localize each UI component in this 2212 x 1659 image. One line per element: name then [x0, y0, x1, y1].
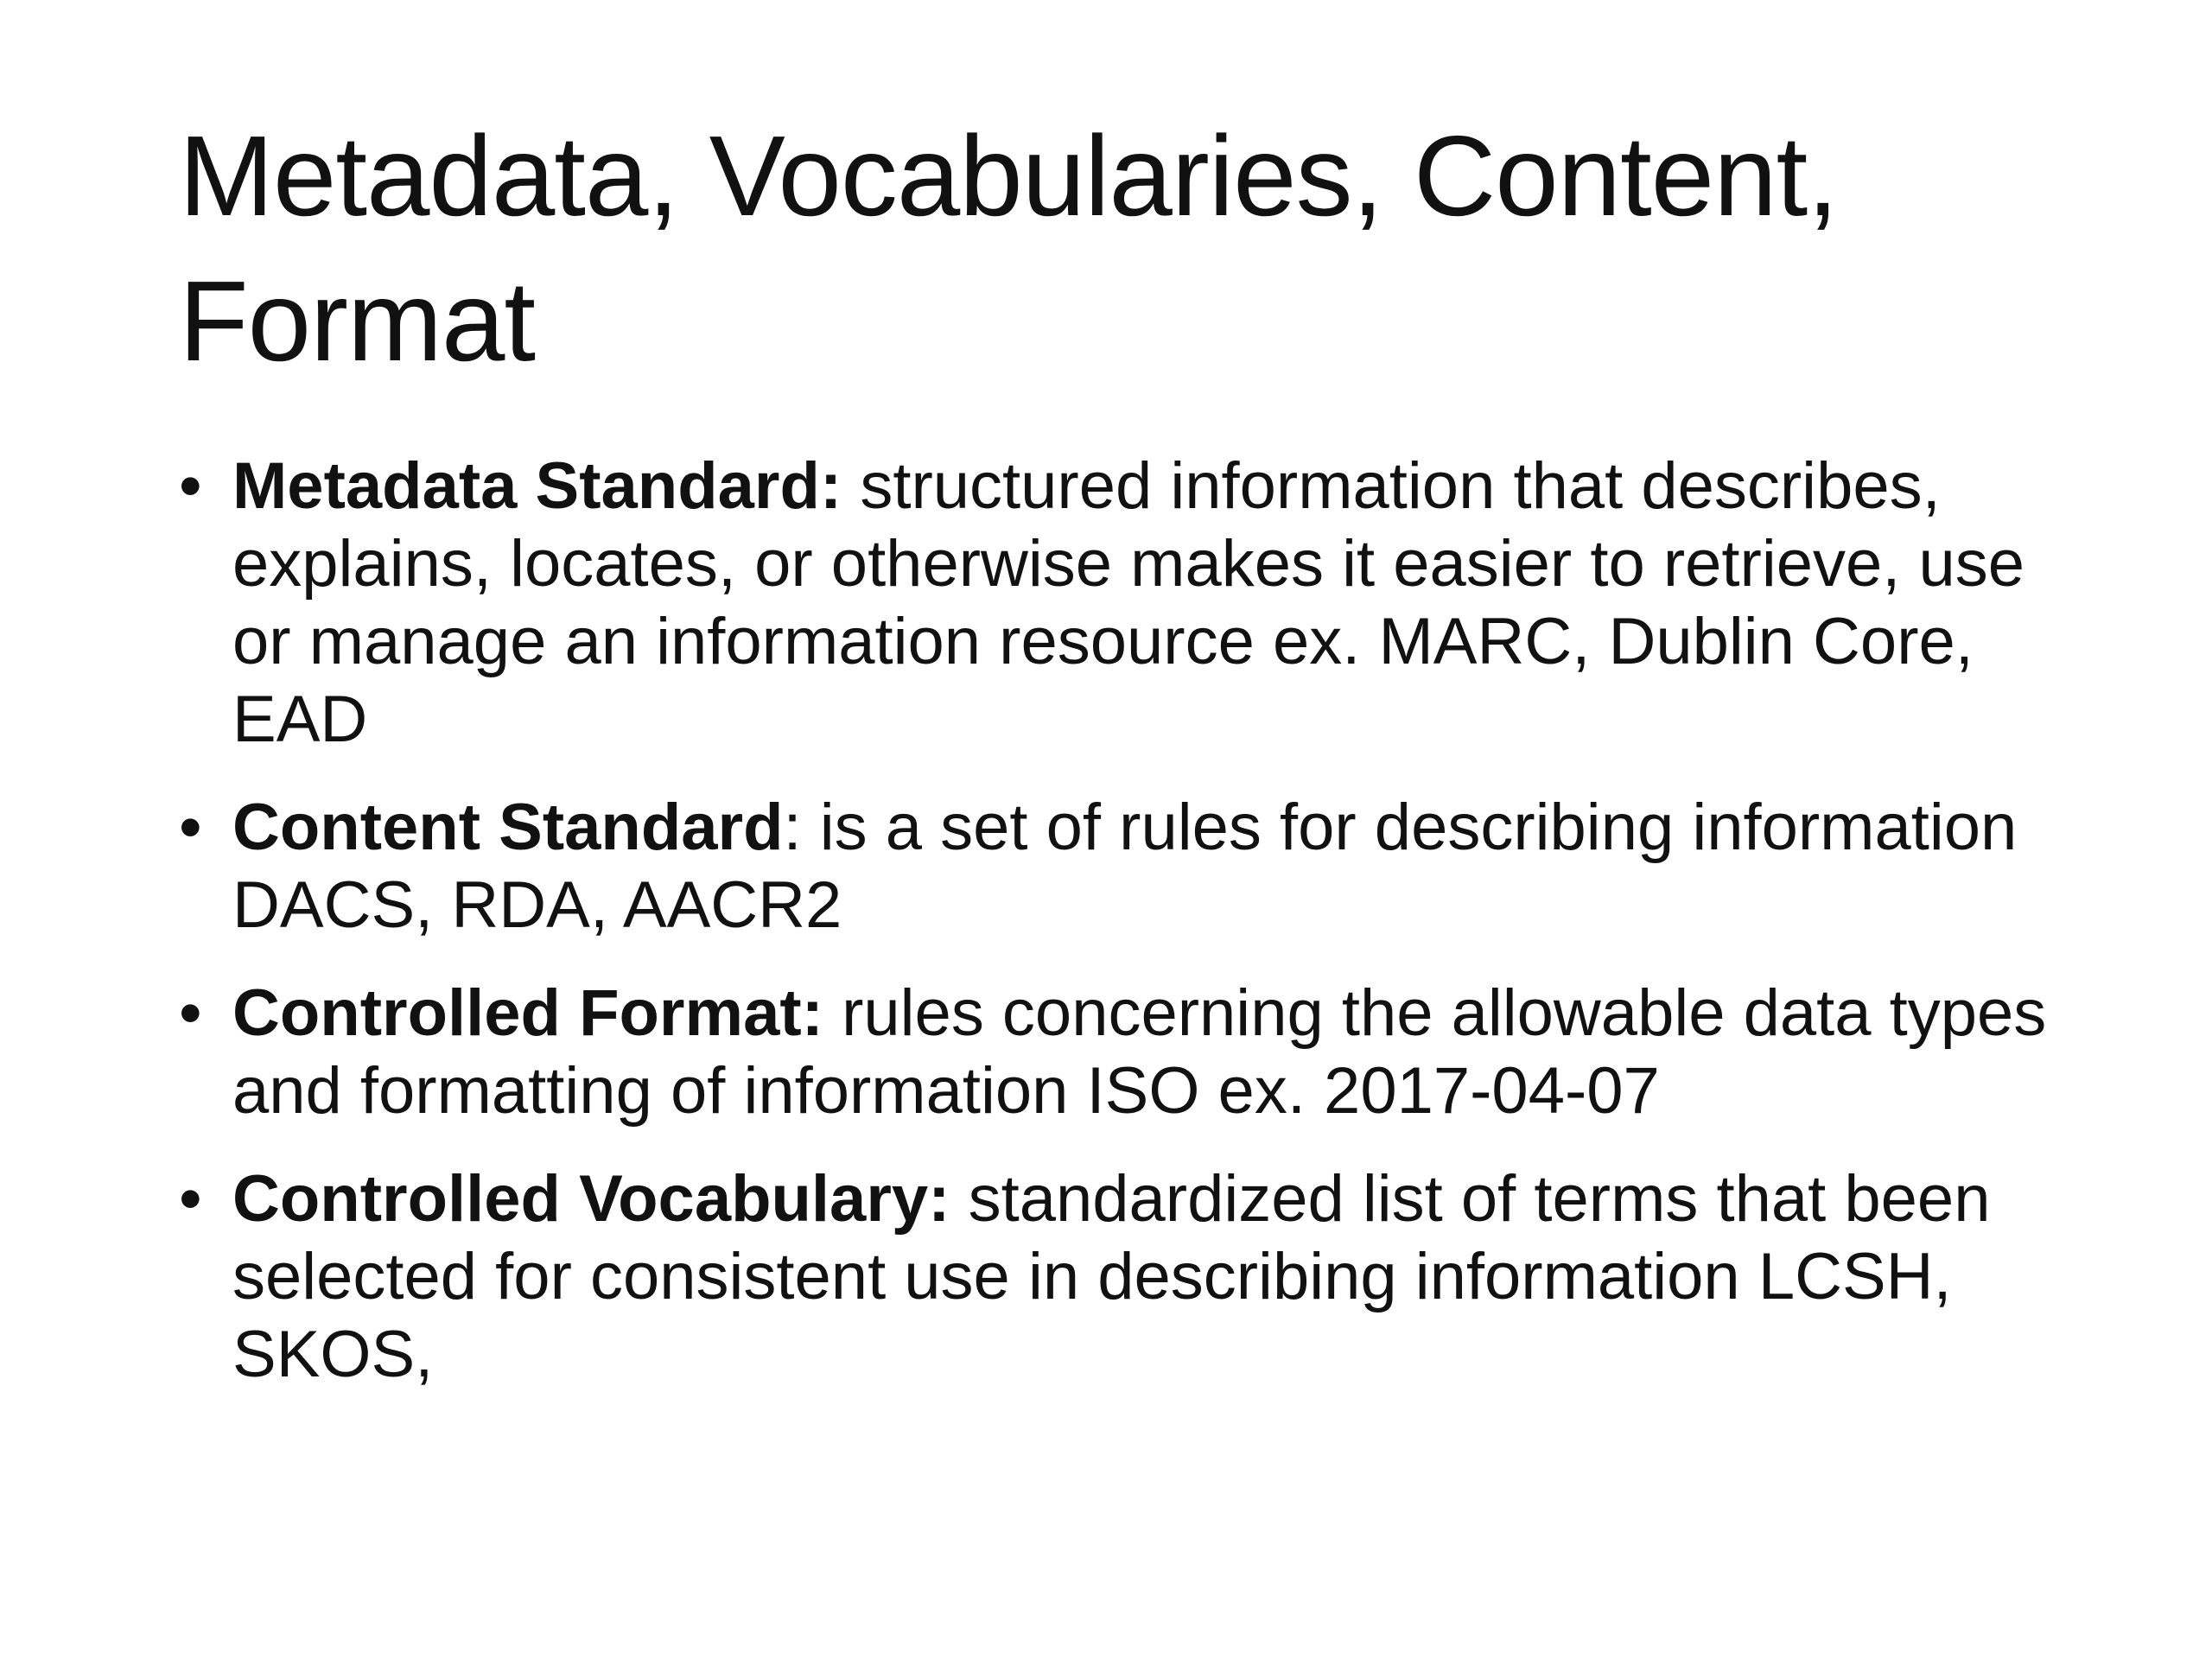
- bullet-item-controlled-vocabulary: [179, 1160, 2080, 1394]
- bullet-dot-icon: •: [179, 791, 202, 864]
- bullet-description: standardized list of terms that been selected for consistent use in describing information LCSH, SKOS,: [232, 1162, 1991, 1391]
- bullet-description: : is a set of rules for describing information DACS, RDA, AACR2: [232, 791, 2018, 942]
- bullet-term: Content Standard: [232, 791, 784, 864]
- bullet-term: Controlled Format:: [232, 976, 823, 1050]
- bullet-description: rules concerning the allowable data types and formatting of information ISO ex. 2017-04-07: [232, 976, 2047, 1128]
- bullet-description: structured information that describes, explains, locates, or otherwise makes it easier to retrieve, use or manage an information resource ex. MARC, Dublin Core, EAD: [232, 449, 2025, 756]
- bullet-list: [179, 448, 2080, 1424]
- bullet-item-controlled-format: [179, 975, 2080, 1130]
- bullet-dot-icon: •: [179, 1162, 202, 1236]
- bullet-dot-icon: •: [179, 449, 202, 523]
- bullet-item-content-standard: [179, 789, 2080, 944]
- bullet-term: Controlled Vocabulary:: [232, 1162, 950, 1236]
- bullet-item-metadata-standard: [179, 448, 2080, 759]
- bullet-term: Metadata Standard:: [232, 449, 842, 523]
- bullet-dot-icon: •: [179, 976, 202, 1050]
- slide-title: Metadata, Vocabularies, Content, Format: [179, 112, 1838, 385]
